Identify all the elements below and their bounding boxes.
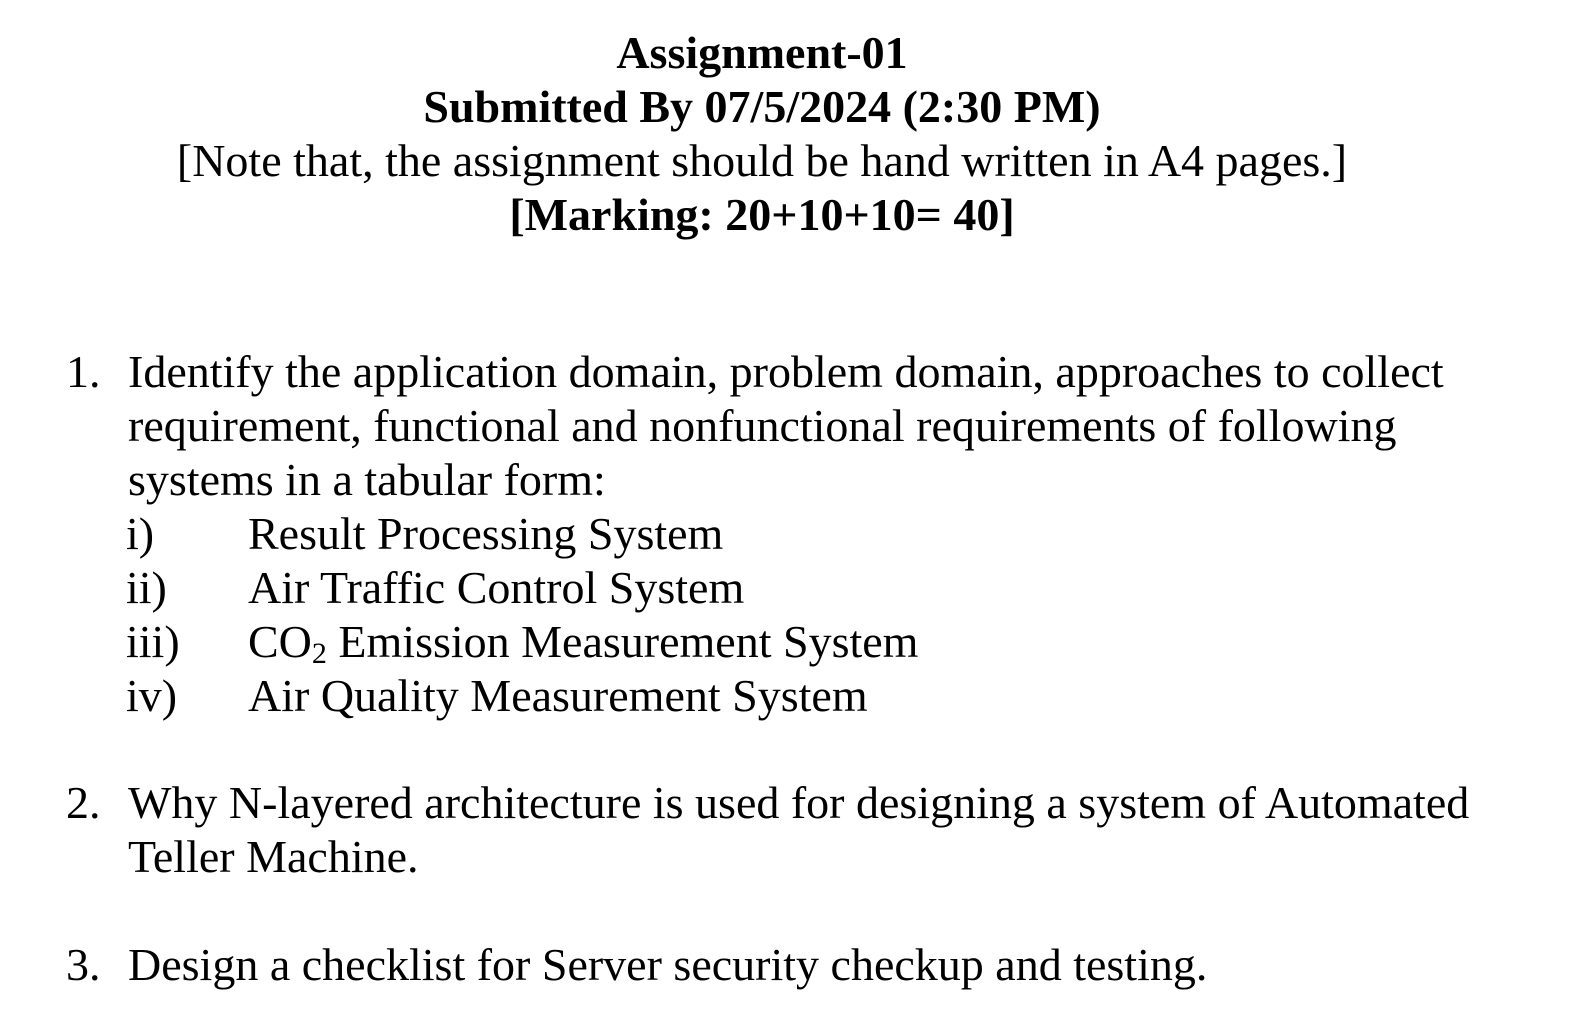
question-line: Design a checklist for Server security checkup and testing. bbox=[128, 939, 1208, 990]
question-line: Teller Machine. bbox=[128, 831, 419, 882]
list-item-label: Air Quality Measurement System bbox=[248, 670, 868, 721]
handwritten-note: [Note that, the assignment should be hand written in A4 pages.] bbox=[176, 135, 1348, 186]
question-number: 1. bbox=[66, 346, 101, 397]
list-item-label bbox=[248, 615, 918, 675]
question-number: 3. bbox=[66, 939, 101, 990]
question-text bbox=[128, 345, 1568, 507]
chem-subscript: 2 bbox=[311, 637, 327, 670]
assignment-title: Assignment-01 bbox=[616, 27, 908, 78]
question-text bbox=[128, 938, 1568, 992]
list-item-label: Air Traffic Control System bbox=[248, 562, 745, 613]
question-line: requirement, functional and nonfunctional requirements of following bbox=[128, 400, 1397, 451]
chem-formula-suffix: Emission Measurement System bbox=[326, 616, 919, 667]
list-item-label: Result Processing System bbox=[248, 508, 724, 559]
assignment-header bbox=[0, 26, 1524, 242]
question-number: 2. bbox=[66, 777, 101, 828]
list-item-numeral: i) bbox=[126, 508, 155, 559]
question-line: systems in a tabular form: bbox=[128, 454, 606, 505]
question-text bbox=[128, 776, 1568, 884]
marking-scheme: [Marking: 20+10+10= 40] bbox=[509, 189, 1015, 240]
submission-deadline: Submitted By 07/5/2024 (2:30 PM) bbox=[423, 81, 1101, 132]
list-item-numeral: ii) bbox=[126, 562, 167, 613]
list-item-numeral: iv) bbox=[126, 670, 178, 721]
chem-formula-prefix: CO bbox=[248, 616, 312, 667]
question-line: Why N-layered architecture is used for designing a system of Automated bbox=[128, 777, 1470, 828]
question-line: Identify the application domain, problem domain, approaches to collect bbox=[128, 346, 1444, 397]
list-item-numeral: iii) bbox=[126, 616, 180, 667]
